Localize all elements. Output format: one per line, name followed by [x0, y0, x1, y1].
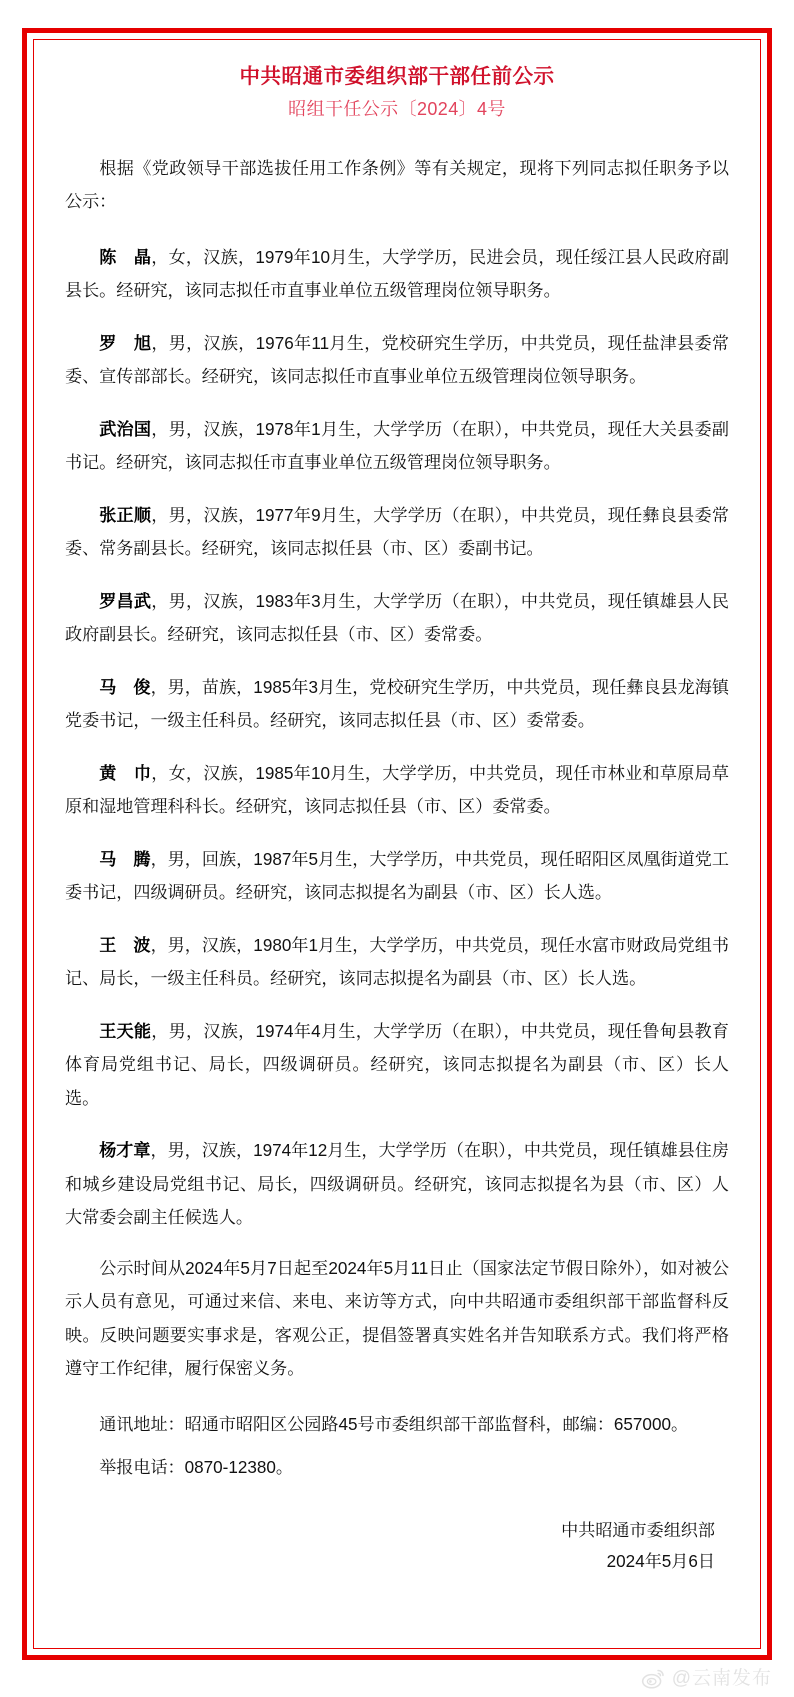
person-name: 张正顺 — [99, 505, 152, 525]
document-number: 昭组干任公示〔2024〕4号 — [288, 98, 506, 119]
person-entry — [65, 1134, 729, 1235]
person-entry — [65, 1015, 729, 1116]
person-entry — [65, 585, 729, 652]
person-entry — [65, 843, 729, 910]
person-detail: ，男，回族，1987年5月生，大学学历，中共党员，现任昭阳区凤凰街道党工委书记，四级调研员。经研究，该同志拟提名为副县（市、区）长人选。 — [65, 849, 729, 903]
report-phone: 举报电话：0870-12380。 — [99, 1458, 294, 1478]
weibo-logo-icon — [641, 1666, 666, 1691]
closing-block — [65, 1252, 729, 1485]
person-list — [65, 241, 729, 1235]
watermark — [641, 1666, 772, 1691]
page-title: 中共昭通市委组织部干部任前公示 — [239, 65, 555, 88]
signature-date: 2024年5月6日 — [606, 1551, 715, 1571]
person-detail: ，男，汉族，1976年11月生，党校研究生学历，中共党员，现任盐津县委常委、宣传部部长。经研究，该同志拟任市直事业单位五级管理岗位领导职务。 — [65, 333, 730, 387]
intro-paragraph: 根据《党政领导干部选拔任用工作条例》等有关规定，现将下列同志拟任职务予以公示： — [65, 158, 729, 212]
document-content — [34, 40, 760, 1577]
person-name: 杨才章 — [99, 1141, 151, 1161]
person-detail: ，女，汉族，1985年10月生，大学学历，中共党员，现任市林业和草原局草原和湿地管理科科长。经研究，该同志拟任县（市、区）委常委。 — [65, 763, 729, 817]
person-name: 武治国 — [99, 419, 152, 439]
person-detail: ，男，苗族，1985年3月生，党校研究生学历，中共党员，现任彝良县龙海镇党委书记，一级主任科员。经研究，该同志拟任县（市、区）委常委。 — [65, 677, 729, 731]
person-detail: ，男，汉族，1980年1月生，大学学历，中共党员，现任水富市财政局党组书记、局长，一级主任科员。经研究，该同志拟提名为副县（市、区）长人选。 — [65, 935, 729, 989]
person-entry — [65, 499, 729, 566]
person-name: 黄 巾 — [99, 763, 152, 783]
person-entry — [65, 757, 729, 824]
person-entry — [65, 671, 729, 738]
person-name: 王 波 — [99, 935, 151, 955]
person-name: 马 俊 — [99, 677, 151, 697]
person-name: 罗昌武 — [99, 591, 152, 611]
document-frame — [22, 28, 772, 1660]
person-detail: ，男，汉族，1974年4月生，大学学历（在职），中共党员，现任鲁甸县教育体育局党组书记、局长，四级调研员。经研究，该同志拟提名为副县（市、区）长人选。 — [65, 1021, 729, 1108]
watermark-text: @云南发布 — [671, 1668, 772, 1689]
person-detail: ，男，汉族，1983年3月生，大学学历（在职），中共党员，现任镇雄县人民政府副县长。经研究，该同志拟任县（市、区）委常委。 — [65, 591, 729, 645]
person-entry — [65, 241, 729, 308]
person-detail: ，女，汉族，1979年10月生，大学学历，民进会员，现任绥江县人民政府副县长。经研究，该同志拟任市直事业单位五级管理岗位领导职务。 — [65, 247, 729, 301]
person-name: 罗 旭 — [99, 333, 152, 353]
document-frame-inner-border — [33, 39, 761, 1649]
person-name: 陈 晶 — [99, 247, 152, 267]
person-detail: ，男，汉族，1977年9月生，大学学历（在职），中共党员，现任彝良县委常委、常务副县长。经研究，该同志拟任县（市、区）委副书记。 — [65, 505, 729, 559]
person-entry — [65, 929, 729, 996]
notice-paragraph: 公示时间从2024年5月7日起至2024年5月11日止（国家法定节假日除外），如对被公示人员有意见，可通过来信、来电、来访等方式，向中共昭通市委组织部干部监督科反映。反映问题要实事求是，客观公正，提倡签署真实姓名并告知联系方式。我们将严格遵守工作纪律，履行保密义务。 — [65, 1258, 729, 1379]
contact-address: 通讯地址：昭通市昭阳区公园路45号市委组织部干部监督科，邮编：657000。 — [99, 1414, 689, 1434]
person-detail: ，男，汉族，1974年12月生，大学学历（在职），中共党员，现任镇雄县住房和城乡建设局党组书记、局长，四级调研员。经研究，该同志拟提名为县（市、区）人大常委会副主任候选人。 — [65, 1141, 729, 1228]
person-detail: ，男，汉族，1978年1月生，大学学历（在职），中共党员，现任大关县委副书记。经研究，该同志拟任市直事业单位五级管理岗位领导职务。 — [65, 419, 729, 473]
person-entry — [65, 327, 729, 394]
signature-organization: 中共昭通市委组织部 — [561, 1520, 715, 1540]
person-name: 王天能 — [99, 1021, 152, 1041]
person-name: 马 腾 — [99, 849, 151, 869]
person-entry — [65, 413, 729, 480]
signature-block — [65, 1515, 729, 1577]
